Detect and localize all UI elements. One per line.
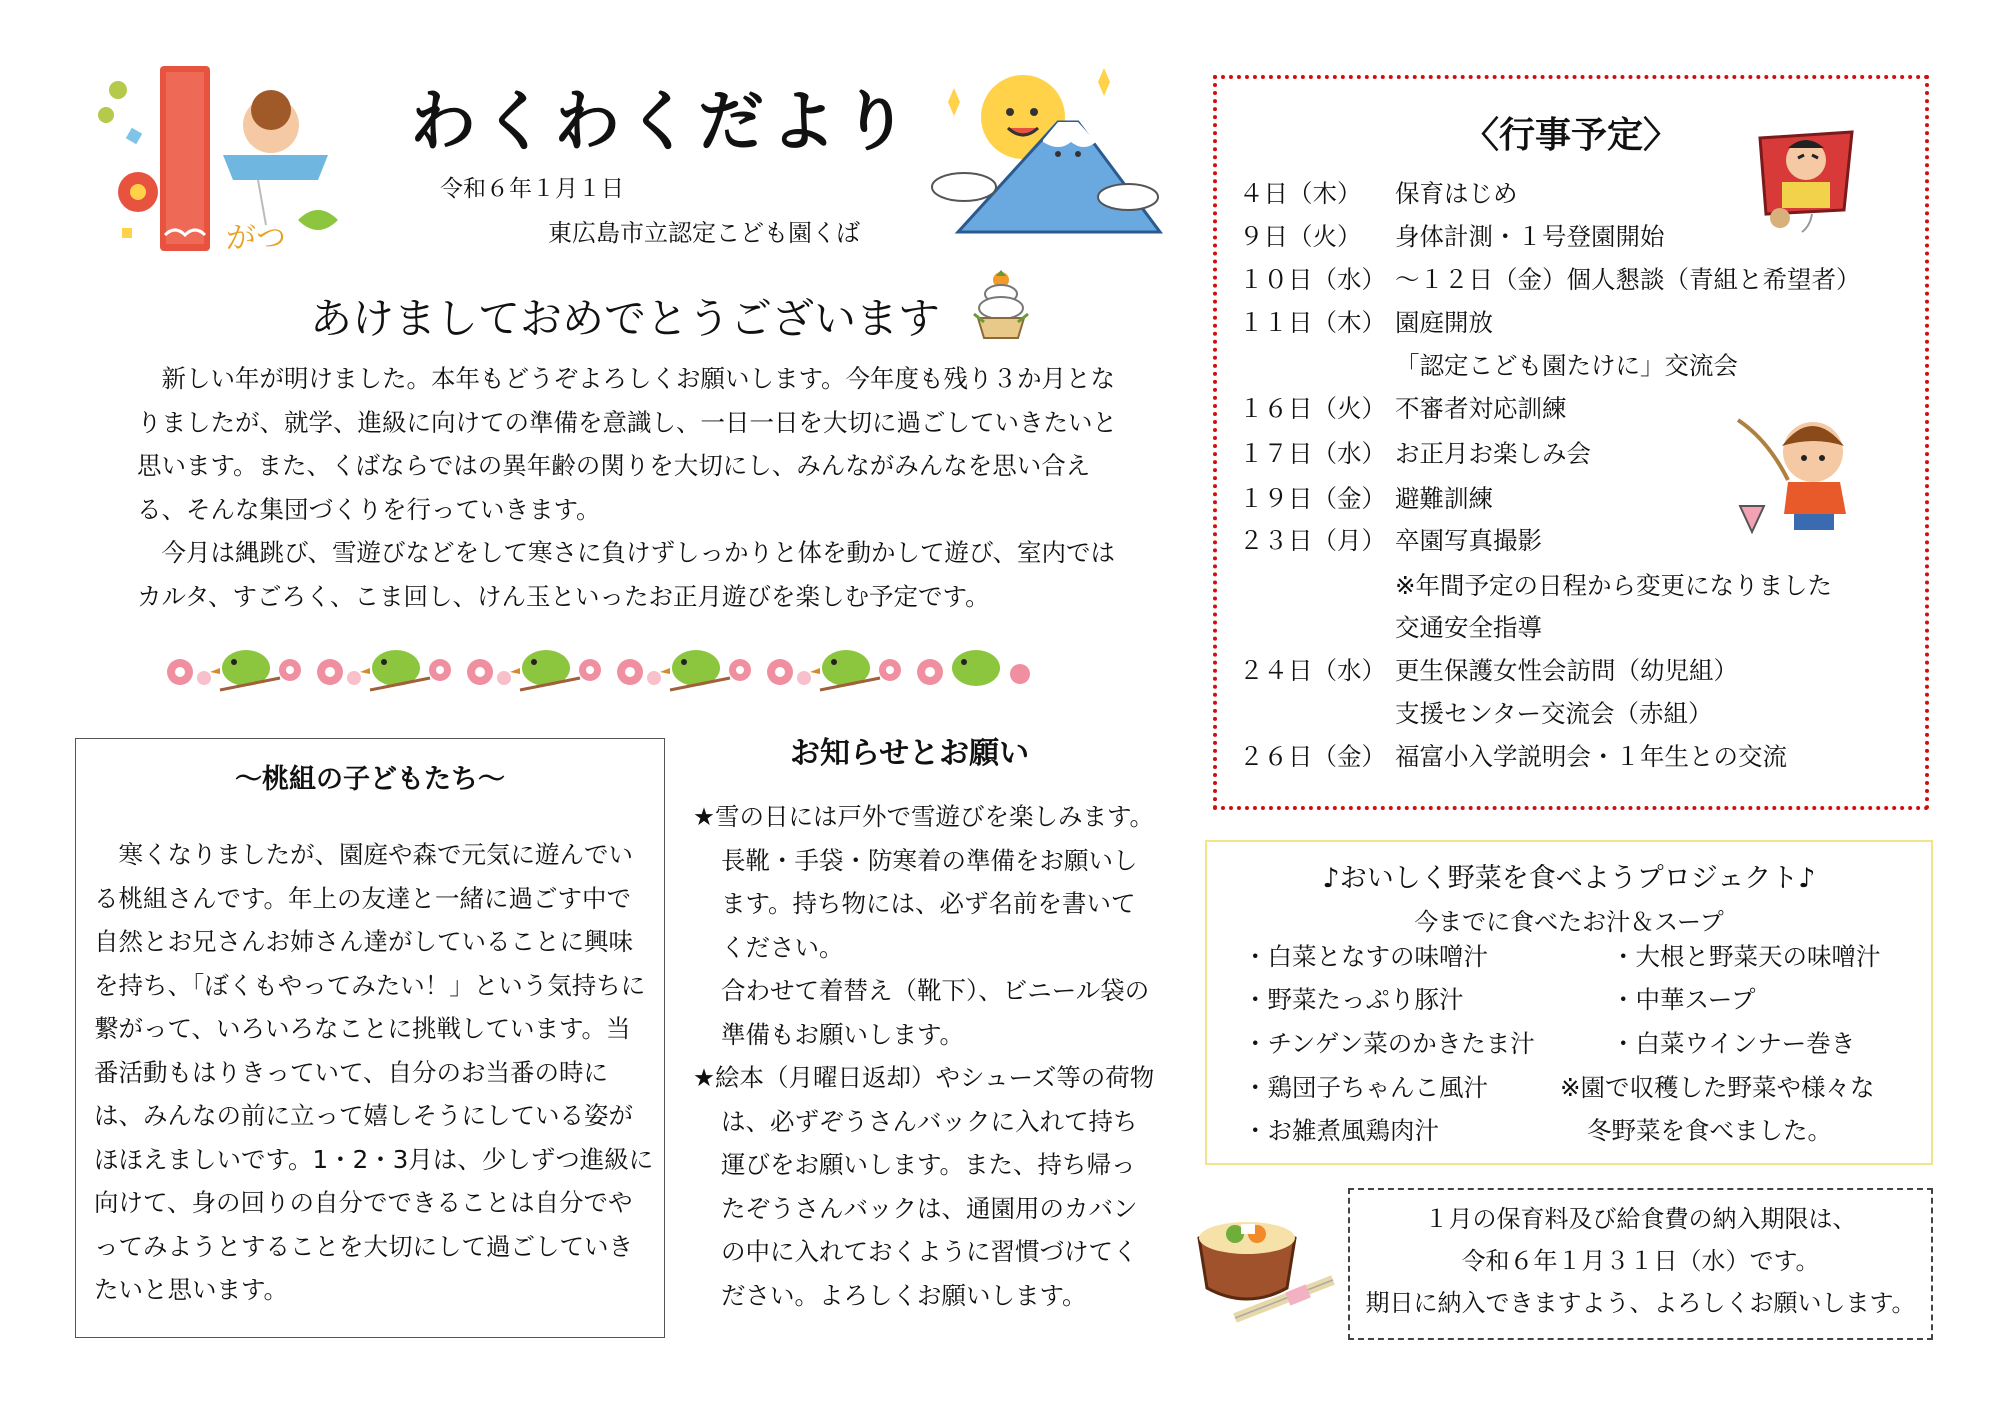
vegetable-item: ・中華スープ — [1611, 985, 1756, 1014]
intro-text — [137, 357, 1137, 618]
event-date: ９日（火） — [1239, 222, 1362, 251]
spinning-top-boy-icon — [1718, 410, 1863, 540]
event-text: 支援センター交流会（赤組） — [1395, 699, 1713, 728]
new-year-greeting: あけましておめでとうございます — [310, 294, 941, 343]
event-text: 避難訓練 — [1395, 484, 1493, 513]
event-text: 身体計測・１号登園開始 — [1395, 222, 1665, 251]
event-text: 保育はじめ — [1395, 179, 1518, 208]
notice-item: ★雪の日には戸外で雪遊びを楽しみます。長靴・手袋・防寒着の準備をお願いします。持ち物には、必ず名前を書いてください。 — [693, 802, 1155, 962]
vegetable-item: ・白菜ウインナー巻き — [1611, 1029, 1856, 1058]
issue-date: 令和６年１月１日 — [440, 176, 624, 202]
event-text: 交通安全指導 — [1395, 613, 1542, 642]
month-badge: がつ — [226, 221, 286, 256]
event-date: １９日（金） — [1239, 484, 1386, 513]
event-text: 卒園写真撮影 — [1395, 526, 1542, 555]
intro-paragraph-2: 今月は縄跳び、雪遊びなどをして寒さに負けずしっかりと体を動かして遊び、室内ではカルタ、すごろく、こま回し、けん玉といったお正月遊びを楽しむ予定です。 — [137, 538, 1116, 611]
newsletter-title: わくわくだより — [410, 83, 914, 160]
event-text: 不審者対応訓練 — [1395, 394, 1567, 423]
kagami-mochi-icon — [970, 270, 1032, 342]
event-text: 更生保護女性会訪問（幼児組） — [1395, 656, 1738, 685]
fee-line: 令和６年１月３１日（水）です。 — [1461, 1247, 1820, 1275]
vegetable-project-subtitle: 今までに食べたお汁＆スープ — [1414, 908, 1724, 936]
plum-bird-border-icon — [160, 638, 1050, 700]
event-text: お正月お楽しみ会 — [1395, 439, 1591, 468]
momo-title: ～桃組の子どもたち～ — [235, 764, 505, 795]
vegetable-item: ・大根と野菜天の味噌汁 — [1611, 942, 1881, 971]
event-date: ４日（木） — [1239, 179, 1362, 208]
event-text: 福富小入学説明会・１年生との交流 — [1395, 742, 1787, 771]
momo-class-box — [75, 738, 665, 1338]
fee-line: １月の保育料及び給食費の納入期限は、 — [1424, 1205, 1857, 1233]
event-schedule-title: 〈行事予定〉 — [1462, 115, 1679, 156]
event-date: １６日（火） — [1239, 394, 1386, 423]
vegetable-item: ・お雑煮風鶏肉汁 — [1243, 1116, 1439, 1145]
vegetable-item: ・チンゲン菜のかきたま汁 — [1243, 1029, 1535, 1058]
event-text: ～１２日（金）個人懇談（青組と希望者） — [1395, 265, 1861, 294]
event-date: １７日（水） — [1239, 439, 1386, 468]
momo-body — [94, 833, 654, 1312]
vegetable-item: ・鶏団子ちゃんこ風汁 — [1243, 1073, 1488, 1102]
issuer-name: 東広島市立認定こども園くば — [548, 219, 860, 247]
event-date: １１日（木） — [1239, 308, 1386, 337]
notice-item: ★絵本（月曜日返却）やシューズ等の荷物は、必ずぞうさんバックに入れて持ち運びをお願いします。また、持ち帰ったぞうさんバックは、通園用のカバンの中に入れておくように習慣づけてください。よろしくお願いします。 — [693, 1063, 1155, 1310]
vegetable-item: ※園で収穫した野菜や様々な — [1560, 1073, 1875, 1102]
ozoni-bowl-icon — [1195, 1200, 1345, 1330]
vegetable-item: ・白菜となすの味噌汁 — [1243, 942, 1488, 971]
event-date: ２６日（金） — [1239, 742, 1386, 771]
event-date: １０日（水） — [1239, 265, 1386, 294]
mount-fuji-sun-icon — [928, 62, 1160, 237]
month-one-icon — [88, 60, 358, 260]
event-date: ２４日（水） — [1239, 656, 1386, 685]
vegetable-project-title: ♪おいしく野菜を食べようプロジェクト♪ — [1322, 863, 1816, 894]
vegetable-item: 冬野菜を食べました。 — [1587, 1116, 1832, 1145]
fee-deadline-box — [1348, 1188, 1933, 1340]
notice-title: お知らせとお願い — [790, 736, 1030, 771]
event-text: 「認定こども園たけに」交流会 — [1395, 351, 1738, 380]
vegetable-item: ・野菜たっぷり豚汁 — [1243, 985, 1464, 1014]
vegetable-project-box — [1205, 840, 1933, 1165]
fee-line: 期日に納入できますよう、よろしくお願いします。 — [1365, 1289, 1916, 1317]
kite-warrior-icon — [1752, 118, 1862, 233]
event-date: ２３日（月） — [1239, 526, 1386, 555]
event-text: 園庭開放 — [1395, 308, 1493, 337]
notice-list — [693, 795, 1158, 1317]
event-text: ※年間予定の日程から変更になりました — [1395, 571, 1833, 600]
notice-item: 合わせて着替え（靴下）、ビニール袋の準備もお願いします。 — [721, 976, 1150, 1049]
intro-paragraph-1: 新しい年が明けました。本年もどうぞよろしくお願いします。今年度も残り３か月となりましたが、就学、進級に向けての準備を意識し、一日一日を大切に過ごしていきたいと思います。また、くばならではの異年齢の関りを大切にし、みんながみんなを思い合える、そんな集団づくりを行っていきます。 — [137, 364, 1117, 524]
momo-paragraph: 寒くなりましたが、園庭や森で元気に遊んでいる桃組さんです。年上の友達と一緒に過ごす中で自然とお兄さんお姉さん達がしていることに興味を持ち、「ぼくもやってみたい！」という気持ちに繋がって、いろいろなことに挑戦しています。当番活動もはりきっていて、自分のお当番の時には、みんなの前に立って嬉しそうにしている姿がほほえましいです。1・2・3月は、少しずつ進級に向けて、身の回りの自分でできることは自分でやってみようとすることを大切にして過ごしていきたいと思います。 — [94, 840, 654, 1304]
